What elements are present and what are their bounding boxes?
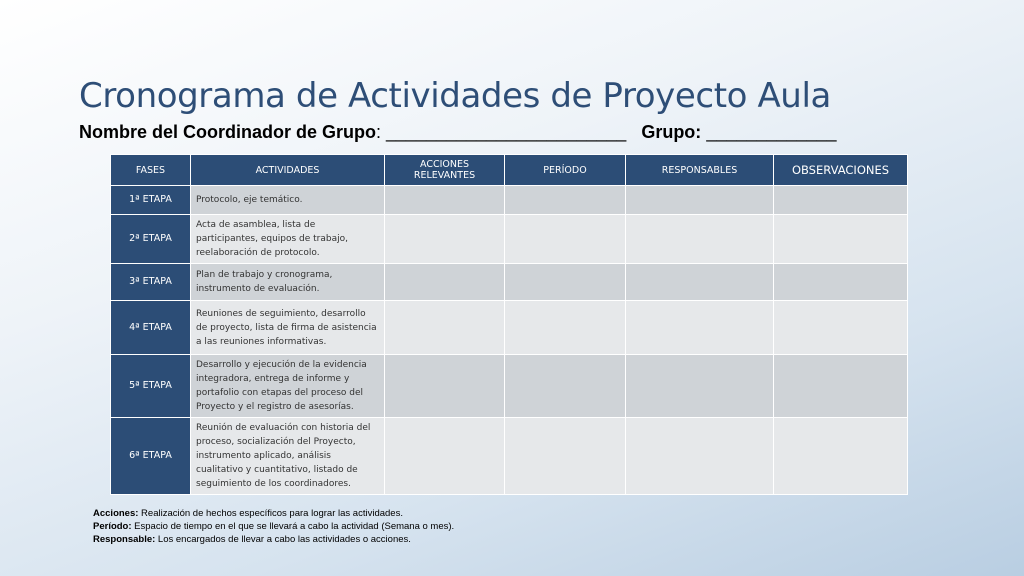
periodo-cell[interactable] [505, 418, 626, 495]
actividad-cell: Reunión de evaluación con historia del proceso, socialización del Proyecto, instrumento aplicado, análisis cualitativo y cuantitativo, listado de seguimiento de los coordinadores. [191, 418, 385, 495]
responsables-cell[interactable] [626, 215, 774, 264]
responsables-cell[interactable] [626, 355, 774, 418]
header-observaciones: OBSERVACIONES [774, 155, 908, 186]
responsables-cell[interactable] [626, 301, 774, 355]
actividad-cell: Protocolo, eje temático. [191, 186, 385, 215]
coordinator-blank: ________________________ [381, 122, 627, 142]
observaciones-cell[interactable] [774, 186, 908, 215]
note-term: Acciones: [93, 508, 139, 519]
table-row [111, 301, 908, 355]
fase-cell: 6ª ETAPA [111, 418, 191, 495]
note-term: Responsable: [93, 534, 156, 545]
responsables-cell[interactable] [626, 186, 774, 215]
note-acciones [93, 507, 454, 520]
table-row [111, 418, 908, 495]
note-text: Espacio de tiempo en el que se llevará a cabo la actividad (Semana o mes). [131, 521, 455, 532]
note-periodo [93, 520, 454, 533]
acciones-cell[interactable] [385, 186, 505, 215]
fase-cell: 3ª ETAPA [111, 264, 191, 301]
header-fases: FASES [111, 155, 191, 186]
periodo-cell[interactable] [505, 264, 626, 301]
group-blank: _____________ [701, 122, 837, 142]
fase-cell: 1ª ETAPA [111, 186, 191, 215]
observaciones-cell[interactable] [774, 418, 908, 495]
actividad-cell: Acta de asamblea, lista de participantes, equipos de trabajo, reelaboración de protocolo. [191, 215, 385, 264]
periodo-cell[interactable] [505, 301, 626, 355]
footnotes [93, 507, 454, 546]
periodo-cell[interactable] [505, 355, 626, 418]
header-periodo: PERÍODO [505, 155, 626, 186]
observaciones-cell[interactable] [774, 355, 908, 418]
actividad-cell: Plan de trabajo y cronograma, instrumento de evaluación. [191, 264, 385, 301]
responsables-cell[interactable] [626, 264, 774, 301]
acciones-cell[interactable] [385, 301, 505, 355]
note-text: Realización de hechos específicos para lograr las actividades. [138, 508, 403, 519]
table-row [111, 186, 908, 215]
table-row [111, 264, 908, 301]
note-term: Período: [93, 521, 132, 532]
observaciones-cell[interactable] [774, 264, 908, 301]
observaciones-cell[interactable] [774, 215, 908, 264]
coordinator-colon: : [376, 122, 382, 142]
note-responsable [93, 533, 454, 546]
fase-cell: 4ª ETAPA [111, 301, 191, 355]
periodo-cell[interactable] [505, 215, 626, 264]
table-row [111, 215, 908, 264]
acciones-cell[interactable] [385, 264, 505, 301]
acciones-cell[interactable] [385, 355, 505, 418]
acciones-cell[interactable] [385, 215, 505, 264]
coordinator-label: Nombre del Coordinador de Grupo [79, 122, 377, 142]
periodo-cell[interactable] [505, 186, 626, 215]
page-title: Cronograma de Actividades de Proyecto Aula [79, 76, 831, 116]
table-row [111, 355, 908, 418]
header-acciones: ACCIONES RELEVANTES [385, 155, 505, 186]
header-row [111, 155, 908, 186]
actividad-cell: Reuniones de seguimiento, desarrollo de proyecto, lista de firma de asistencia a las reuniones informativas. [191, 301, 385, 355]
header-responsables: RESPONSABLES [626, 155, 774, 186]
note-text: Los encargados de llevar a cabo las actividades o acciones. [155, 534, 411, 545]
observaciones-cell[interactable] [774, 301, 908, 355]
fase-cell: 5ª ETAPA [111, 355, 191, 418]
header-actividades: ACTIVIDADES [191, 155, 385, 186]
responsables-cell[interactable] [626, 418, 774, 495]
schedule-table [110, 154, 908, 495]
subtitle-line [79, 122, 836, 143]
acciones-cell[interactable] [385, 418, 505, 495]
group-label: Grupo: [641, 122, 702, 142]
actividad-cell: Desarrollo y ejecución de la evidencia integradora, entrega de informe y portafolio con etapas del proceso del Proyecto y el registro de asesorías. [191, 355, 385, 418]
fase-cell: 2ª ETAPA [111, 215, 191, 264]
